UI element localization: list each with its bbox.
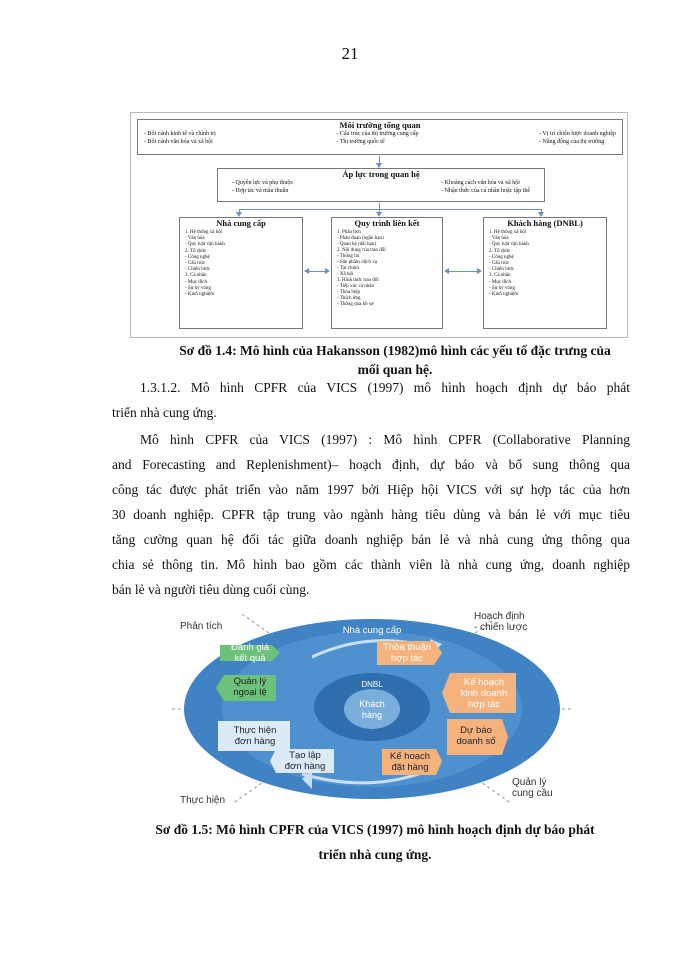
body-paragraph [112, 427, 630, 602]
process-list [332, 229, 442, 309]
list-item: - Thông tin [337, 254, 360, 259]
caption-1-5 [120, 820, 630, 864]
pressure-col-2 [441, 180, 530, 195]
list-item: - Chiến lược [185, 267, 211, 273]
environment-col-1 [144, 131, 216, 146]
double-arrow [308, 271, 326, 272]
list-item: - Sản phẩm /dịch vụ [337, 260, 378, 265]
list-item: - Kinh nghiệm [185, 292, 215, 298]
list-item: - Sự kỳ vọng [185, 285, 211, 291]
hakansson-diagram [130, 112, 628, 338]
env-item: - Bối cảnh văn hóa và xã hội [144, 139, 216, 147]
pressure-box [217, 168, 545, 202]
list-item: - Sự kỳ vọng [489, 285, 515, 291]
section-heading [112, 375, 630, 425]
environment-col-2 [336, 131, 418, 146]
body-line: bán lẻ và người tiêu dùng cuối cùng. [112, 582, 310, 597]
list-item: 3. Cá nhân [185, 273, 207, 279]
list-item: - Kinh nghiệm [489, 292, 519, 298]
caption-1-5-line2: triển nhà cung ứng. [318, 847, 432, 862]
list-item: - Xã hội [337, 272, 354, 277]
list-item: - Cấu trúc [489, 261, 509, 267]
list-item: - Cấu trúc [185, 261, 205, 267]
list-item: 1. Hệ thống xã hội [185, 230, 223, 235]
cpfr-diagram [172, 609, 572, 809]
list-item: - Văn hóa [489, 236, 509, 242]
body-line: Mô hình CPFR của VICS (1997) : Mô hình CPFR (Collaborative Planning [140, 432, 630, 447]
caption-1-4-line2: mối quan hệ. [357, 362, 433, 377]
corner-demand: Quản lý cung cầu [512, 777, 553, 799]
caption-1-5-line1: Sơ đồ 1.5: Mô hình CPFR của VICS (1997) mô hình hoạch định dự báo phát [155, 822, 595, 837]
ring-supplier-label: Nhà cung cấp [342, 625, 402, 636]
step-sales-forecast: Dự báo doanh số [456, 725, 496, 747]
list-item: - Quy luật vận hành [185, 242, 225, 248]
list-item: - Thích ứng [337, 296, 361, 301]
caption-1-4 [150, 341, 640, 379]
env-item: - Thị trường quốc tế [336, 139, 418, 147]
step-execute-order: Thực hiện đơn hàng [233, 725, 277, 747]
heading-line-1: 1.3.1.2. Mô hình CPFR của VICS (1997) mô hình hoạch định dự báo phát [140, 380, 630, 395]
pressure-title: Áp lực trong quan hệ [342, 169, 420, 179]
pressure-item: - Khoảng cách văn hóa và xã hội [441, 180, 530, 188]
body-line: and Forecasting and Replenishment)– hoạch định, dự báo và bổ sung thông qua [112, 457, 630, 472]
caption-1-4-line1: Sơ đồ 1.4: Mô hình của Hakansson (1982)mô hình các yếu tố đặc trưng của [179, 343, 611, 358]
process-title: Quy trình liên kết [354, 218, 420, 228]
list-item: - Phân đoạn (ngắn hạn) [337, 236, 384, 241]
customer-title: Khách hàng (DNBL) [507, 218, 583, 228]
list-item: - Mục đích [489, 279, 511, 285]
list-item: - Thông qua hồ sơ [337, 302, 374, 307]
page-number: 21 [341, 44, 359, 63]
corner-strategy: Hoạch định - chiến lược [474, 611, 528, 633]
list-item: - Thỏa hiệp [337, 290, 360, 295]
process-box [331, 217, 443, 329]
list-item: 1. Hệ thống xã hội [489, 230, 527, 235]
arrow-down [379, 209, 380, 213]
double-arrow [448, 271, 478, 272]
step-order-plan: Kế hoạch đặt hàng [389, 751, 431, 773]
list-item: 3. Cá nhân [489, 273, 511, 279]
env-item: - Bối cảnh kinh tế và chính trị [144, 131, 216, 139]
step-evaluate: Đánh giá kết quả [230, 642, 270, 664]
list-item: - Mục đích [185, 279, 207, 285]
customer-box [483, 217, 607, 329]
step-agreement: Thỏa thuận hợp tác [382, 642, 432, 664]
environment-box [137, 119, 623, 155]
list-item: - Công nghệ [489, 254, 514, 260]
center-customer: Khách hàng [359, 699, 385, 720]
environment-col-3 [539, 131, 616, 146]
env-item: - Cấu trúc của thị trường cung cấp [336, 131, 418, 139]
arrow-down [379, 156, 380, 164]
ring-retailer-label: DNBL [361, 680, 383, 689]
step-business-plan: Kế hoạch kinh doanh hợp tác [460, 677, 508, 710]
list-item: 1. Phân tích [337, 230, 361, 235]
body-line: công tác được phát triển vào năm 1997 bởi Hiệp hội VICS với sự hợp tác của hơn [112, 482, 630, 497]
corner-analysis: Phân tích [180, 621, 223, 632]
supplier-box [179, 217, 303, 329]
corner-execution: Thực hiện [180, 795, 226, 806]
list-item: 2. Nội dung của trao đổi [337, 248, 386, 253]
step-create-order: Tạo lập đơn hàng [284, 750, 326, 772]
arrow-down [541, 209, 542, 213]
customer-list [484, 229, 606, 299]
list-item: 2. Tổ chức [185, 248, 207, 254]
pressure-col-1 [232, 180, 293, 195]
supplier-title: Nhà cung cấp [216, 218, 266, 228]
body-line: chia sẻ thông tin. Mô hình bao gồm các thành viên là nhà cung ứng, doanh nghiệp [112, 557, 630, 572]
list-item: 2. Tổ chức [489, 248, 511, 254]
list-item: - Tiếp xúc cá nhân [337, 284, 374, 289]
supplier-list [180, 229, 302, 299]
pressure-item: - Quyền lực và phụ thuộc [232, 180, 293, 188]
arrow-down [239, 209, 240, 213]
step-exception: Quản lý ngoại lệ [233, 676, 267, 698]
env-item: - Vị trí chiến lược doanh nghiệp [539, 131, 616, 139]
body-line: tăng cường quan hệ đối tác giữa doanh nghiệp bán lẻ và nhà cung ứng thông qua [112, 532, 630, 547]
list-item: 3. Hình thức trao đổi [337, 278, 379, 283]
list-item: - Chiến lược [489, 267, 515, 273]
pressure-item: - Nhận thức của cá nhân hoặc tập thể [441, 188, 530, 196]
body-line: 30 doanh nghiệp. CPFR tập trung vào ngành hàng tiêu dùng và bán lẻ với mục tiêu [112, 507, 630, 522]
list-item: - Công nghệ [185, 254, 210, 260]
list-item: - Quan hệ (dài hạn) [337, 242, 376, 247]
list-item: - Tài chính [337, 266, 359, 271]
pressure-item: - Hợp tác và mâu thuẫn [232, 188, 293, 196]
env-item: - Năng động của thị trường [539, 139, 616, 147]
connector [239, 209, 541, 210]
environment-title: Môi trường tổng quan [339, 120, 421, 130]
list-item: - Quy luật vận hành [489, 242, 529, 248]
heading-line-2: triển nhà cung ứng. [112, 405, 217, 420]
list-item: - Văn hóa [185, 236, 205, 242]
